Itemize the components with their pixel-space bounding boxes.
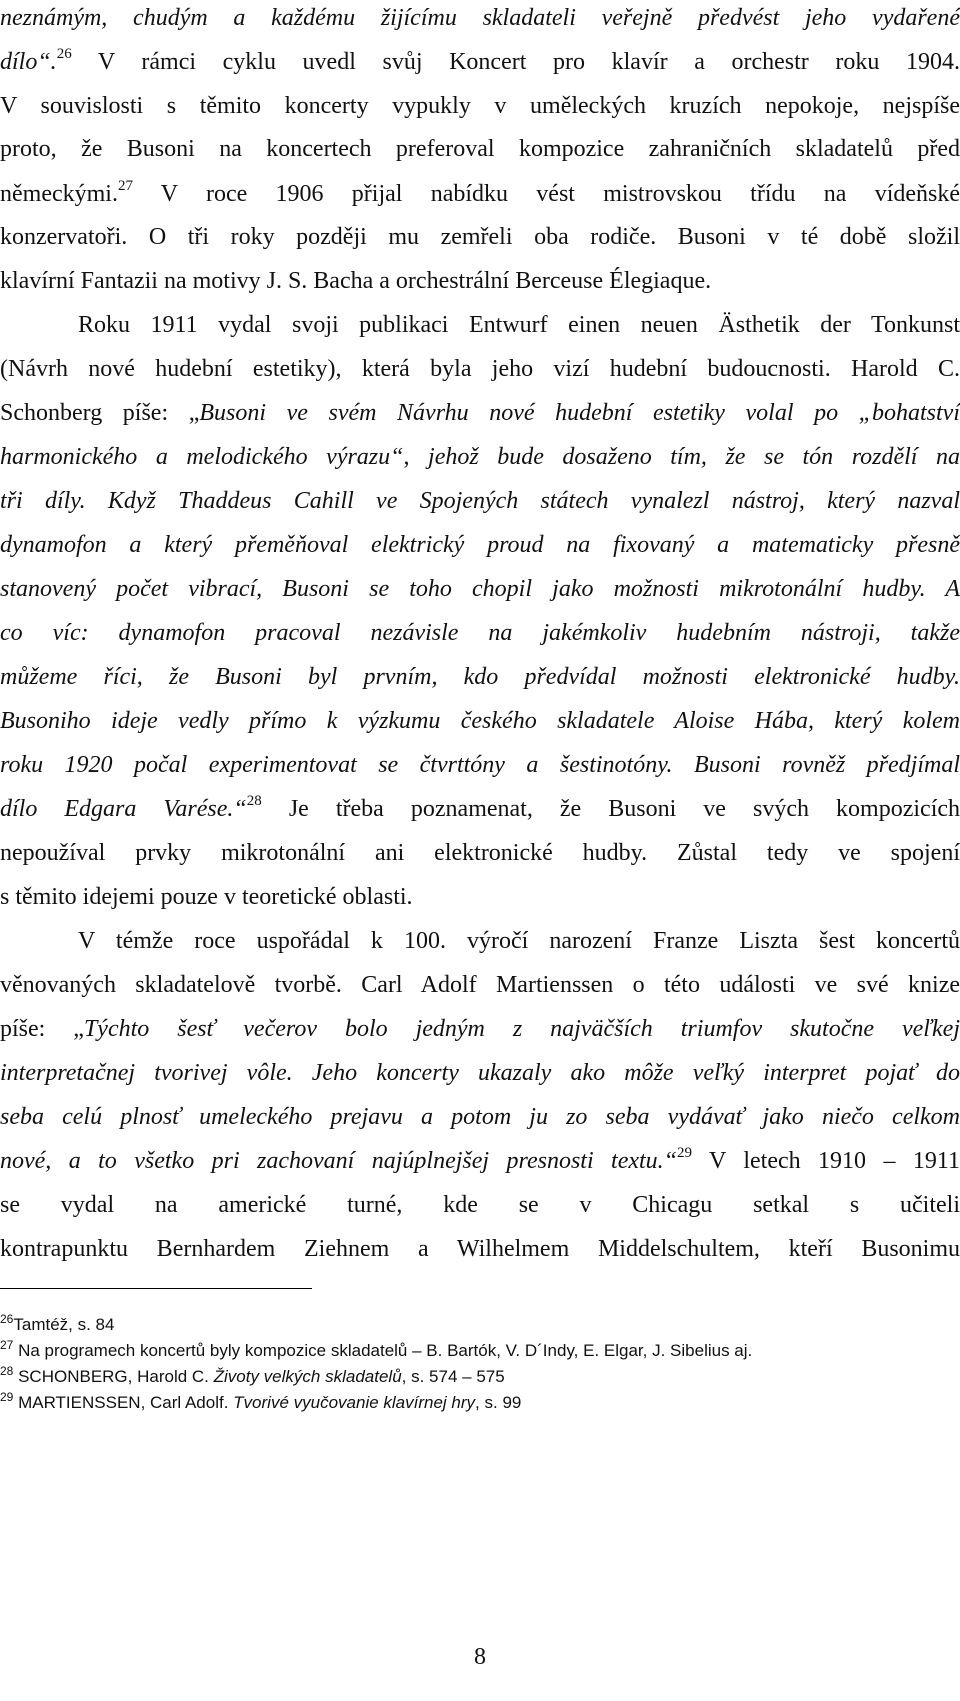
italic-run: dynamofon a který přeměňoval elektrický proud na fixovaný a matematicky přesně <box>0 532 960 558</box>
text-line <box>0 441 960 473</box>
italic-run: Busoniho ideje vedly přímo k výzkumu českého skladatele Aloise Hába, který kolem <box>0 708 960 734</box>
text-run: V témže roce uspořádal k 100. výročí narození Franze Liszta šest koncertů <box>78 928 960 954</box>
text-line <box>0 1233 960 1265</box>
text-run: Roku 1911 vydal svoji publikaci Entwurf einen neuen Ästhetik der Tonkunst <box>78 312 960 338</box>
italic-run: seba celú plnosť umeleckého prejavu a potom ju zo seba vydávať jako niečo celkom <box>0 1104 960 1130</box>
italic-run: interpretačnej tvorivej vôle. Jeho koncerty ukazaly ako môže veľký interpret pojať do <box>0 1060 960 1086</box>
text-run: Na programech koncertů byly kompozice skladatelů – B. Bartók, V. D´Indy, E. Elgar, J. Sibelius aj. <box>13 1341 753 1360</box>
text-line <box>0 265 960 297</box>
text-run: V roce 1906 přijal nabídku vést mistrovskou třídu na vídeňské <box>132 181 960 207</box>
text-line <box>0 617 960 649</box>
text-line <box>0 749 960 781</box>
text-line <box>0 881 960 913</box>
text-line <box>0 1013 960 1045</box>
text-line <box>0 1189 960 1221</box>
italic-run: dílo Edgara Varése.“ <box>0 796 247 822</box>
text-line <box>0 46 960 78</box>
footnote <box>0 1391 960 1415</box>
footnote <box>0 1339 960 1363</box>
text-run: , s. 574 – 575 <box>401 1367 505 1386</box>
text-line <box>0 1145 960 1177</box>
text-line <box>0 573 960 605</box>
italic-run: co víc: dynamofon pracoval nezávisle na jakémkoliv hudebním nástroji, takže <box>0 620 960 646</box>
footnote-ref: 29 <box>0 1390 14 1404</box>
footnote <box>0 1313 960 1337</box>
text-run: SCHONBERG, Harold C. <box>13 1367 214 1386</box>
text-run: proto, že Busoni na koncertech preferoval kompozice zahraničních skladatelů před <box>0 136 960 162</box>
text-run: klavírní Fantazii na motivy J. S. Bacha a orchestrální Berceuse Élegiaque. <box>0 268 712 294</box>
text-run: konzervatoři. O tři roky později mu zemřeli oba rodiče. Busoni v té době složil <box>0 224 960 250</box>
text-run: V letech 1910 – 1911 <box>692 1148 960 1174</box>
text-run: věnovaných skladatelově tvorbě. Carl Adolf Martienssen o této události ve své knize <box>0 972 960 998</box>
text-line <box>0 1057 960 1089</box>
text-line <box>0 661 960 693</box>
italic-run: tři díly. Když Thaddeus Cahill ve Spojených státech vynalezl nástroj, který nazval <box>0 488 960 514</box>
footnote <box>0 1365 960 1389</box>
text-line <box>0 1101 960 1133</box>
text-line <box>0 133 960 165</box>
footnote-ref: 27 <box>117 178 133 194</box>
text-run: V rámci cyklu uvedl svůj Koncert pro klavír a orchestr roku 1904. <box>71 49 960 75</box>
italic-run: můžeme říci, že Busoni byl prvním, kdo předvídal možnosti elektronické hudby. <box>0 664 960 690</box>
text-run: Je třeba poznamenat, že Busoni ve svých kompozicích <box>261 796 960 822</box>
italic-run: dílo“. <box>0 49 57 75</box>
italic-run: Životy velkých skladatelů <box>213 1367 402 1386</box>
text-line <box>78 925 960 957</box>
text-run: nepoužíval prvky mikrotonální ani elektronické hudby. Zůstal tedy ve spojení <box>0 840 960 866</box>
italic-run: harmonického a melodického výrazu“ <box>0 444 404 470</box>
text-line <box>0 485 960 517</box>
text-line <box>0 178 960 210</box>
italic-run: Tvorivé vyučovanie klavírnej hry <box>233 1393 476 1412</box>
text-line <box>0 397 960 429</box>
italic-run: Busoni ve svém Návrhu nové hudební estetiky volal po „bohatství <box>199 400 960 426</box>
italic-run: Týchto šesť večerov bolo jedným z najväčších triumfov skutočne veľkej <box>83 1016 960 1042</box>
text-line <box>0 969 960 1001</box>
italic-run: neznámým, chudým a každému žijícímu skladateli veřejně předvést jeho vydařené <box>0 5 960 31</box>
footnote-ref: 28 <box>246 793 262 809</box>
footnote-ref: 27 <box>0 1338 14 1352</box>
page-number: 8 <box>474 1644 486 1670</box>
text-run: , <box>403 444 429 470</box>
text-line <box>0 793 960 825</box>
text-run: Tamtéž, s. 84 <box>13 1315 115 1334</box>
text-line <box>0 2 960 34</box>
text-run: (Návrh nové hudební estetiky), která byla jeho vizí hudební budoucnosti. Harold C. <box>0 356 960 382</box>
text-line <box>0 529 960 561</box>
text-run: s těmito idejemi pouze v teoretické oblasti. <box>0 884 413 910</box>
italic-run: stanovený počet vibrací, Busoni se toho chopil jako možnosti mikrotonální hudby. A <box>0 576 960 602</box>
text-line <box>0 705 960 737</box>
footnote-ref: 29 <box>677 1145 693 1161</box>
text-line <box>0 221 960 253</box>
text-run: V souvislosti s těmito koncerty vypukly v uměleckých kruzích nepokoje, nejspíše <box>0 93 960 119</box>
footnote-ref: 26 <box>0 1312 14 1326</box>
italic-run: jehož bude dosaženo tím, že se tón rozdělí na <box>428 444 960 470</box>
text-run: Schonberg píše: „ <box>0 400 200 426</box>
footnote-separator <box>0 1288 312 1289</box>
italic-run: roku 1920 počal experimentovat se čtvrttóny a šestinotóny. Busoni rovněž předjímal <box>0 752 960 778</box>
text-line <box>78 309 960 341</box>
footnote-ref: 26 <box>56 46 72 62</box>
text-line <box>0 353 960 385</box>
text-run: se vydal na americké turné, kde se v Chicagu setkal s učiteli <box>0 1192 960 1218</box>
footnote-ref: 28 <box>0 1364 14 1378</box>
italic-run: nové, a to všetko pri zachovaní najúplnejšej presnosti textu.“ <box>0 1148 678 1174</box>
text-run: německými. <box>0 181 118 207</box>
text-run: , s. 99 <box>475 1393 522 1412</box>
text-run: píše: „ <box>0 1016 84 1042</box>
text-line <box>0 837 960 869</box>
text-line <box>0 90 960 122</box>
text-run: kontrapunktu Bernhardem Ziehnem a Wilhelmem Middelschultem, kteří Busonimu <box>0 1236 960 1262</box>
text-run: MARTIENSSEN, Carl Adolf. <box>13 1393 234 1412</box>
